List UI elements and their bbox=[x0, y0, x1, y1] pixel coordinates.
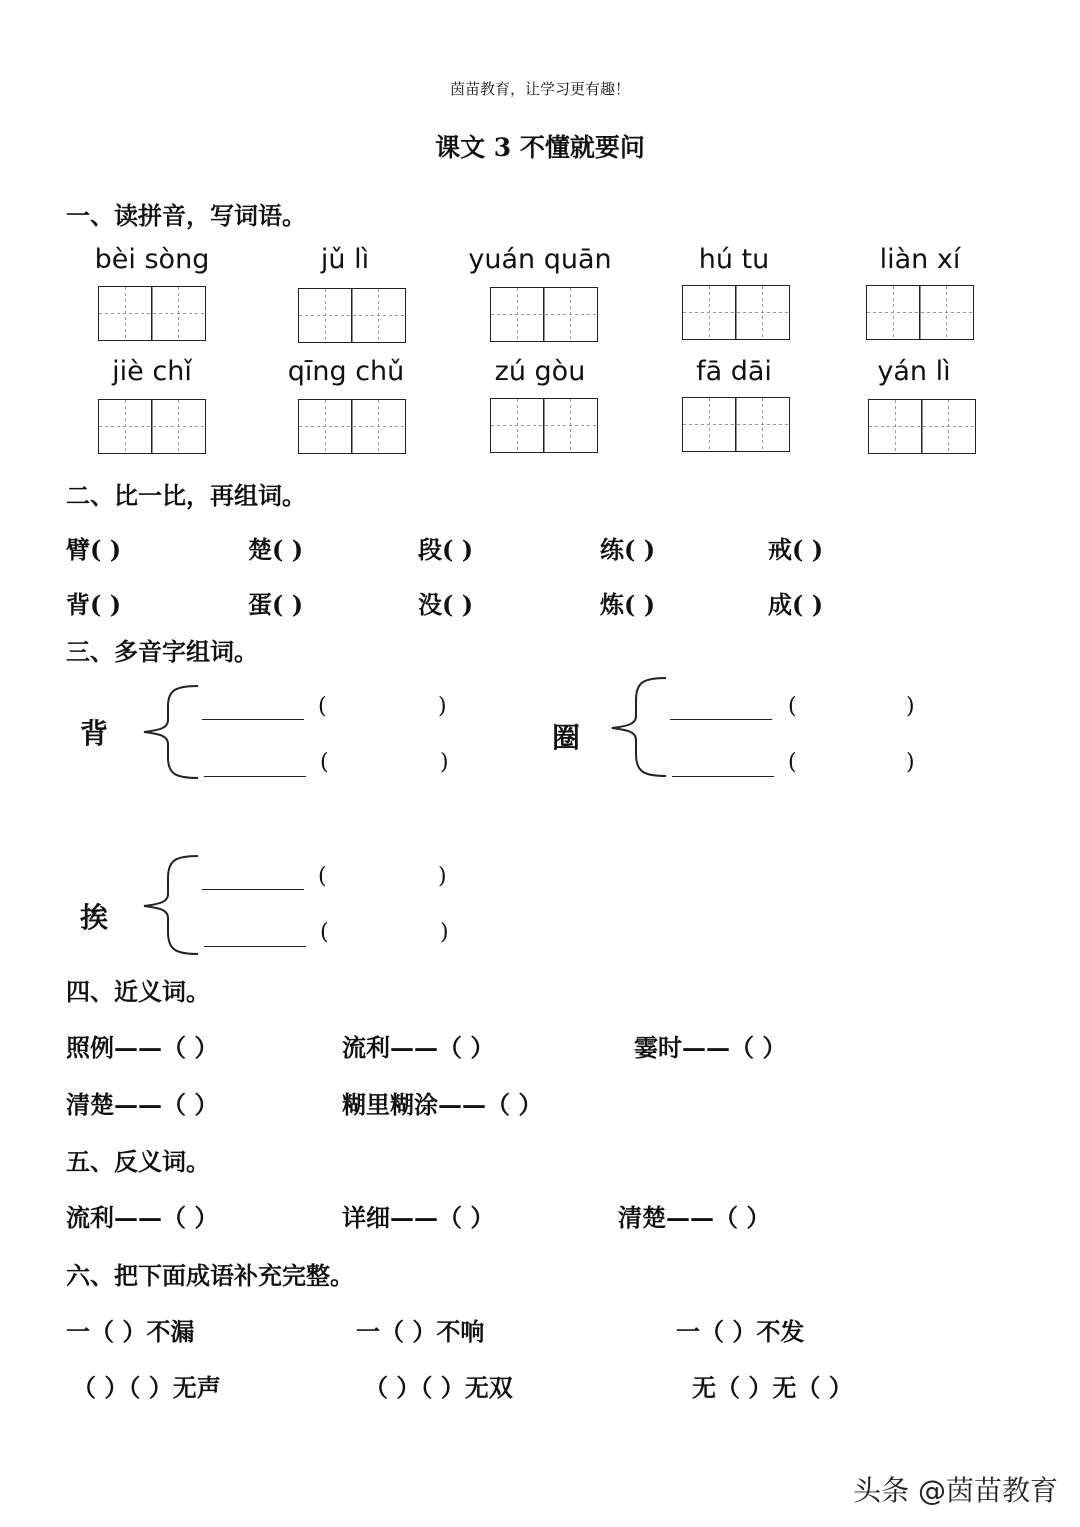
polyphone-char: 挨 bbox=[80, 901, 109, 934]
compare-item[interactable]: 背( ) bbox=[66, 590, 122, 619]
writing-grid[interactable] bbox=[98, 286, 206, 341]
polyphone-char: 背 bbox=[80, 717, 109, 750]
polyphone-char: 圈 bbox=[552, 721, 581, 754]
paren-open: ( bbox=[788, 750, 797, 775]
page-title: 课文 3 不懂就要问 bbox=[435, 133, 645, 162]
pinyin-label: hú tu bbox=[698, 244, 770, 275]
brace-icon bbox=[140, 682, 202, 782]
paren-open: ( bbox=[788, 694, 797, 719]
idiom-item[interactable]: 一（ ）不发 bbox=[676, 1317, 805, 1346]
compare-item[interactable]: 成( ) bbox=[768, 590, 824, 619]
writing-grid[interactable] bbox=[682, 397, 790, 452]
pinyin-label: qīng chǔ bbox=[287, 356, 405, 387]
answer-line[interactable] bbox=[672, 776, 774, 777]
section-1-heading: 一、读拼音，写词语。 bbox=[66, 201, 306, 230]
compare-item[interactable]: 练( ) bbox=[600, 535, 656, 564]
page-header: 茵苗教育，让学习更有趣！ bbox=[449, 80, 630, 98]
writing-grid[interactable] bbox=[682, 285, 790, 340]
antonym-item[interactable]: 清楚——（ ） bbox=[618, 1203, 771, 1232]
answer-line[interactable] bbox=[670, 719, 772, 720]
pinyin-label: fā dāi bbox=[696, 356, 772, 387]
paren-close: ) bbox=[906, 694, 915, 719]
paren-open: ( bbox=[320, 920, 329, 945]
section-5-heading: 五、反义词。 bbox=[66, 1147, 210, 1176]
pinyin-label: zú gòu bbox=[494, 356, 586, 387]
brace-icon bbox=[140, 852, 202, 958]
compare-item[interactable]: 戒( ) bbox=[768, 535, 824, 564]
watermark: 头条 @茵苗教育 bbox=[853, 1474, 1058, 1507]
antonym-item[interactable]: 详细——（ ） bbox=[342, 1203, 495, 1232]
writing-grid[interactable] bbox=[490, 398, 598, 453]
section-2-heading: 二、比一比，再组词。 bbox=[66, 481, 306, 510]
paren-open: ( bbox=[320, 750, 329, 775]
idiom-item[interactable]: （ ）（ ）无双 bbox=[364, 1373, 513, 1402]
section-3-heading: 三、多音字组词。 bbox=[66, 637, 258, 666]
answer-line[interactable] bbox=[204, 776, 306, 777]
synonym-item[interactable]: 清楚——（ ） bbox=[66, 1090, 219, 1119]
compare-item[interactable]: 臂( ) bbox=[66, 535, 122, 564]
paren-open: ( bbox=[318, 694, 327, 719]
paren-close: ) bbox=[440, 750, 449, 775]
writing-grid[interactable] bbox=[490, 287, 598, 342]
pinyin-label: bèi sòng bbox=[94, 244, 210, 275]
idiom-item[interactable]: （ ）（ ）无声 bbox=[72, 1373, 221, 1402]
paren-close: ) bbox=[438, 864, 447, 889]
synonym-item[interactable]: 霎时——（ ） bbox=[634, 1033, 787, 1062]
idiom-item[interactable]: 一（ ）不响 bbox=[356, 1317, 485, 1346]
answer-line[interactable] bbox=[202, 719, 304, 720]
brace-icon bbox=[608, 674, 670, 780]
compare-item[interactable]: 段( ) bbox=[418, 535, 474, 564]
writing-grid[interactable] bbox=[98, 399, 206, 454]
compare-item[interactable]: 炼( ) bbox=[600, 590, 656, 619]
paren-close: ) bbox=[440, 920, 449, 945]
answer-line[interactable] bbox=[202, 889, 304, 890]
writing-grid[interactable] bbox=[298, 399, 406, 454]
paren-open: ( bbox=[318, 864, 327, 889]
compare-item[interactable]: 没( ) bbox=[418, 590, 474, 619]
compare-item[interactable]: 蛋( ) bbox=[248, 590, 304, 619]
writing-grid[interactable] bbox=[866, 285, 974, 340]
pinyin-label: jiè chǐ bbox=[112, 356, 192, 387]
idiom-item[interactable]: 一（ ）不漏 bbox=[66, 1317, 195, 1346]
synonym-item[interactable]: 流利——（ ） bbox=[342, 1033, 495, 1062]
idiom-item[interactable]: 无（ ）无（ ） bbox=[692, 1373, 853, 1402]
writing-grid[interactable] bbox=[298, 288, 406, 343]
synonym-item[interactable]: 照例——（ ） bbox=[66, 1033, 219, 1062]
pinyin-label: jǔ lì bbox=[320, 244, 370, 275]
section-6-heading: 六、把下面成语补充完整。 bbox=[66, 1261, 354, 1290]
paren-close: ) bbox=[438, 694, 447, 719]
pinyin-label: liàn xí bbox=[879, 244, 961, 275]
answer-line[interactable] bbox=[204, 946, 306, 947]
antonym-item[interactable]: 流利——（ ） bbox=[66, 1203, 219, 1232]
pinyin-label: yuán quān bbox=[468, 244, 612, 275]
paren-close: ) bbox=[906, 750, 915, 775]
writing-grid[interactable] bbox=[868, 399, 976, 454]
synonym-item[interactable]: 糊里糊涂——（ ） bbox=[342, 1090, 543, 1119]
section-4-heading: 四、近义词。 bbox=[66, 977, 210, 1006]
pinyin-label: yán lì bbox=[877, 356, 951, 387]
compare-item[interactable]: 楚( ) bbox=[248, 535, 304, 564]
